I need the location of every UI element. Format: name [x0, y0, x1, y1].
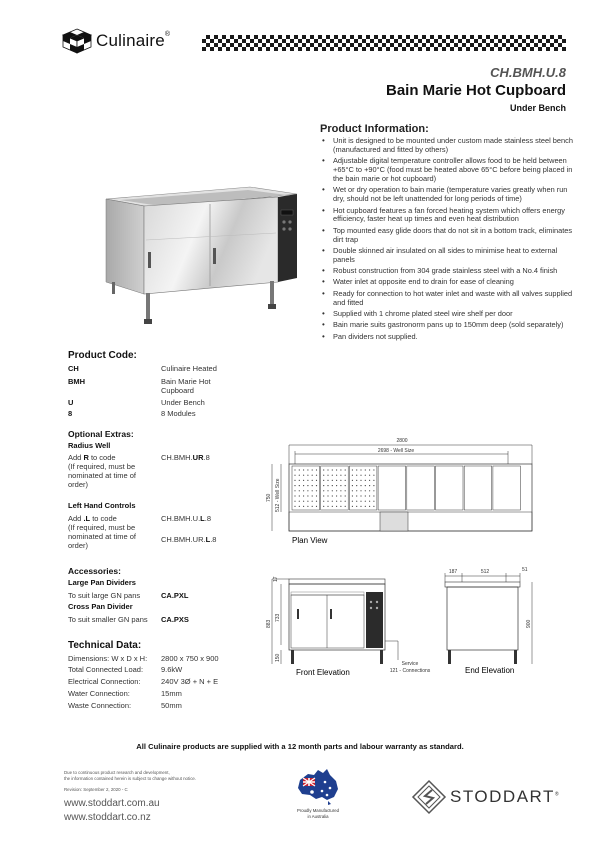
list-item: • Wet or dry operation to bain marie (temperature varies greatly when run dry, should not be left unattended for long periods of time) — [322, 186, 574, 204]
list-item: • Supplied with 1 chrome plated steel wire shelf per door — [322, 310, 574, 319]
perforation-dot — [312, 495, 313, 496]
perforation-dot — [316, 501, 317, 502]
connections-label: 121 - Connections — [389, 668, 431, 674]
perforation-dot — [369, 485, 370, 486]
perforation-dot — [316, 480, 317, 481]
perforation-dot — [327, 501, 328, 502]
perforation-dot — [307, 480, 308, 481]
product-info-heading: Product Information: — [320, 123, 429, 135]
made-in-australia: Proudly Manufactured in Australia — [296, 808, 340, 819]
stoddart-diamond-icon — [412, 780, 446, 814]
page-subtitle: Under Bench — [509, 103, 566, 113]
perforation-dot — [365, 485, 366, 486]
perforation-dot — [327, 469, 328, 470]
perforation-dot — [316, 495, 317, 496]
perforation-dot — [323, 475, 324, 476]
list-item: • Ready for connection to hot water inlet and waste with all valves supplied and fitted — [322, 290, 574, 308]
perforation-dot — [299, 506, 300, 507]
tech-label: Total Connected Load: — [68, 665, 144, 674]
perforation-dot — [299, 490, 300, 491]
perforation-dot — [340, 480, 341, 481]
perforation-dot — [303, 485, 304, 486]
tech-value: 50mm — [161, 701, 182, 710]
perforation-dot — [360, 490, 361, 491]
perforation-dot — [373, 480, 374, 481]
perforation-dot — [356, 501, 357, 502]
perforation-dot — [336, 501, 337, 502]
perforation-dot — [369, 506, 370, 507]
perforation-dot — [365, 475, 366, 476]
perforation-dot — [307, 501, 308, 502]
perforation-dot — [336, 506, 337, 507]
perforation-dot — [365, 495, 366, 496]
perforation-dot — [327, 495, 328, 496]
product-code-key: U — [68, 398, 74, 407]
dim-883: 883 — [266, 619, 272, 628]
perforation-dot — [360, 506, 361, 507]
perforation-dot — [345, 475, 346, 476]
perforation-dot — [299, 480, 300, 481]
perforation-dot — [307, 475, 308, 476]
perforation-dot — [332, 469, 333, 470]
perforation-dot — [294, 480, 295, 481]
end-elevation-drawing — [445, 582, 520, 664]
perforation-dot — [340, 495, 341, 496]
perforation-dot — [299, 501, 300, 502]
dim-750: 750 — [266, 493, 272, 502]
list-item: • Double skinned air insulated on all sides to minimise heat to external panels — [322, 247, 574, 265]
plan-module — [407, 466, 435, 510]
dim-900: 900 — [526, 619, 532, 628]
perforation-dot — [373, 469, 374, 470]
perforation-dot — [369, 501, 370, 502]
perforation-dot — [340, 490, 341, 491]
perforation-dot — [352, 475, 353, 476]
perforation-dot — [360, 480, 361, 481]
perforation-dot — [345, 490, 346, 491]
perforation-dot — [336, 490, 337, 491]
perforation-dot — [299, 495, 300, 496]
brand-name: Culinaire® — [96, 31, 171, 50]
perforation-dot — [340, 469, 341, 470]
product-code-desc: Bain Marie Hot Cupboard — [161, 377, 211, 395]
perforation-dot — [365, 506, 366, 507]
perforation-dot — [369, 480, 370, 481]
perforation-dot — [299, 485, 300, 486]
product-info-list — [322, 137, 574, 344]
perforation-dot — [336, 480, 337, 481]
checker-stripe — [202, 35, 566, 51]
cross-divider-code: CA.PXS — [161, 615, 189, 624]
perforation-dot — [323, 480, 324, 481]
perforation-dot — [323, 495, 324, 496]
perforation-dot — [365, 501, 366, 502]
perforation-dot — [352, 480, 353, 481]
plan-modules — [292, 466, 520, 510]
perforation-dot — [303, 501, 304, 502]
perforation-dot — [332, 485, 333, 486]
perforation-dot — [369, 495, 370, 496]
perforation-dot — [323, 490, 324, 491]
perforation-dot — [360, 501, 361, 502]
list-item: • Top mounted easy glide doors that do not sit in a bottom track, eliminates dirt trap — [322, 227, 574, 245]
perforation-dot — [312, 506, 313, 507]
dim-512-well: 512 - Well Size — [275, 478, 281, 512]
tech-label: Waste Connection: — [68, 701, 132, 710]
perforation-dot — [356, 490, 357, 491]
tech-value: 9.6kW — [161, 665, 183, 674]
tech-value: 240V 3Ø + N + E — [161, 677, 219, 686]
list-item: • Robust construction from 304 grade stainless steel with a No.4 finish — [322, 267, 574, 276]
perforation-dot — [373, 485, 374, 486]
disclaimer: Due to continuous product research and development, the information contained herein is subject to change without notice. — [64, 770, 197, 781]
perforation-dot — [294, 485, 295, 486]
perforation-dot — [336, 485, 337, 486]
perforation-dot — [316, 485, 317, 486]
product-code-desc: 8 Modules — [161, 409, 196, 418]
perforation-dot — [360, 495, 361, 496]
perforation-dot — [316, 506, 317, 507]
perforation-dot — [323, 506, 324, 507]
perforation-dot — [327, 475, 328, 476]
dim-2698: 2698 - Well Size — [377, 448, 415, 454]
model-code: CH.BMH.U.8 — [490, 65, 566, 80]
checker-cube-icon — [62, 28, 92, 54]
left-code-1: CH.BMH.U.L.8 — [161, 514, 212, 523]
radius-code: CH.BMH.UR.8 — [161, 453, 210, 462]
perforation-dot — [369, 475, 370, 476]
stoddart-logo — [412, 780, 560, 814]
perforation-dot — [340, 501, 341, 502]
perforation-dot — [323, 501, 324, 502]
perforation-dot — [303, 490, 304, 491]
dim-512: 512 — [480, 569, 490, 575]
product-code-desc: Under Bench — [161, 398, 205, 407]
perforation-dot — [332, 506, 333, 507]
radius-note: (If required, must be nominated at time of order) — [68, 462, 136, 489]
list-item: • Water inlet at opposite end to drain for ease of cleaning — [322, 278, 574, 287]
perforation-dot — [327, 485, 328, 486]
technical-drawings — [268, 432, 580, 682]
large-dividers-heading: Large Pan Dividers — [68, 578, 136, 587]
perforation-dot — [352, 485, 353, 486]
plan-module — [436, 466, 464, 510]
optional-extras-heading: Optional Extras: — [68, 429, 134, 439]
dim-51: 51 — [522, 567, 528, 573]
front-elevation-label: Front Elevation — [296, 668, 350, 677]
tech-label: Dimensions: W x D x H: — [68, 654, 148, 663]
perforation-dot — [352, 506, 353, 507]
left-code-2: CH.BMH.UR.L.8 — [161, 535, 217, 544]
perforation-dot — [356, 506, 357, 507]
perforation-dot — [373, 490, 374, 491]
large-dividers-text: To suit large GN pans — [68, 591, 141, 600]
perforation-dot — [336, 495, 337, 496]
australia-map-icon — [294, 766, 342, 806]
perforation-dot — [345, 485, 346, 486]
perforation-dot — [294, 469, 295, 470]
dim-2800: 2800 — [396, 438, 408, 444]
perforation-dot — [303, 495, 304, 496]
perforation-dot — [327, 506, 328, 507]
product-code-key: CH — [68, 364, 79, 373]
stoddart-name: STODDART® — [450, 787, 561, 806]
plan-module — [321, 466, 349, 510]
dim-187: 187 — [448, 569, 458, 575]
plan-module — [378, 466, 406, 510]
perforation-dot — [336, 469, 337, 470]
perforation-dot — [323, 469, 324, 470]
perforation-dot — [352, 495, 353, 496]
large-dividers-code: CA.PXL — [161, 591, 189, 600]
perforation-dot — [312, 490, 313, 491]
perforation-dot — [340, 485, 341, 486]
perforation-dot — [373, 506, 374, 507]
dim-150: 150 — [275, 653, 281, 662]
end-elevation-label: End Elevation — [465, 666, 515, 675]
left-controls-heading: Left Hand Controls — [68, 501, 136, 510]
front-elevation-drawing — [289, 579, 398, 664]
perforation-dot — [332, 501, 333, 502]
perforation-dot — [294, 501, 295, 502]
cross-divider-heading: Cross Pan Divider — [68, 602, 133, 611]
radius-well-heading: Radius Well — [68, 441, 111, 450]
product-code-key: 8 — [68, 409, 73, 418]
left-note: (If required, must be nominated at time of order) — [68, 523, 136, 550]
perforation-dot — [303, 469, 304, 470]
perforation-dot — [369, 469, 370, 470]
perforation-dot — [332, 495, 333, 496]
accessories-heading: Accessories: — [68, 566, 121, 576]
list-item: • Adjustable digital temperature controller allows food to be held between +65°C to +90°C (food must be heated above 65°C before being placed in the bain marie or hot cupboard) — [322, 157, 574, 184]
perforation-dot — [327, 490, 328, 491]
perforation-dot — [316, 469, 317, 470]
perforation-dot — [327, 480, 328, 481]
product-code-key: BMH — [68, 377, 86, 386]
perforation-dot — [294, 495, 295, 496]
perforation-dot — [316, 475, 317, 476]
perforation-dot — [345, 480, 346, 481]
perforation-dot — [312, 501, 313, 502]
perforation-dot — [356, 485, 357, 486]
perforation-dot — [360, 485, 361, 486]
perforation-dot — [356, 469, 357, 470]
perforation-dot — [294, 506, 295, 507]
website-au-link[interactable]: www.stoddart.com.au — [64, 798, 160, 809]
tech-value: 15mm — [161, 689, 182, 698]
perforation-dot — [352, 469, 353, 470]
warranty-text: All Culinaire products are supplied with a 12 month parts and labour warranty as standard. — [136, 742, 464, 751]
perforation-dot — [316, 490, 317, 491]
plan-module — [349, 466, 377, 510]
perforation-dot — [294, 475, 295, 476]
plan-module — [292, 466, 320, 510]
list-item: • Hot cupboard features a fan forced heating system which offers energy efficiency, faster heat up times and even heat distribution — [322, 207, 574, 225]
perforation-dot — [307, 506, 308, 507]
perforation-dot — [360, 475, 361, 476]
perforation-dot — [307, 485, 308, 486]
perforation-dot — [312, 480, 313, 481]
perforation-dot — [312, 485, 313, 486]
perforation-dot — [340, 506, 341, 507]
perforation-dot — [373, 475, 374, 476]
perforation-dot — [312, 469, 313, 470]
perforation-dot — [365, 490, 366, 491]
perforation-dot — [332, 490, 333, 491]
perforation-dot — [323, 485, 324, 486]
perforation-dot — [299, 475, 300, 476]
list-item: • Unit is designed to be mounted under custom made stainless steel bench (manufactured and fitted by others) — [322, 137, 574, 155]
perforation-dot — [373, 495, 374, 496]
list-item: • Pan dividers not supplied. — [322, 333, 574, 342]
perforation-dot — [365, 480, 366, 481]
plan-module — [493, 466, 521, 510]
product-code-heading: Product Code: — [68, 350, 137, 361]
cross-divider-text: To suit smaller GN pans — [68, 615, 148, 624]
perforation-dot — [312, 475, 313, 476]
perforation-dot — [345, 495, 346, 496]
perforation-dot — [307, 469, 308, 470]
plan-view-drawing — [289, 464, 532, 531]
left-instruction: Add .L to code — [68, 514, 117, 523]
perforation-dot — [332, 475, 333, 476]
service-label: Service — [401, 661, 419, 667]
perforation-dot — [299, 469, 300, 470]
perforation-dot — [307, 490, 308, 491]
tech-value: 2800 x 750 x 900 — [161, 654, 219, 663]
product-image — [100, 182, 300, 327]
perforation-dot — [365, 469, 366, 470]
perforation-dot — [352, 501, 353, 502]
plan-module — [464, 466, 492, 510]
perforation-dot — [336, 475, 337, 476]
radius-instruction: Add R to code — [68, 453, 116, 462]
perforation-dot — [356, 475, 357, 476]
dim-733: 733 — [275, 613, 281, 622]
tech-label: Electrical Connection: — [68, 677, 141, 686]
perforation-dot — [345, 469, 346, 470]
perforation-dot — [356, 480, 357, 481]
culinaire-logo — [62, 28, 170, 54]
perforation-dot — [345, 501, 346, 502]
website-nz-link[interactable]: www.stoddart.co.nz — [64, 812, 151, 823]
perforation-dot — [332, 480, 333, 481]
list-item: • Bain marie suits gastronorm pans up to 150mm deep (sold separately) — [322, 321, 574, 330]
technical-data-heading: Technical Data: — [68, 640, 142, 651]
perforation-dot — [303, 475, 304, 476]
perforation-dot — [307, 495, 308, 496]
product-code-desc: Culinaire Heated — [161, 364, 217, 373]
perforation-dot — [303, 506, 304, 507]
dim-17: 17 — [273, 576, 279, 582]
perforation-dot — [352, 490, 353, 491]
page-title: Bain Marie Hot Cupboard — [385, 82, 566, 99]
perforation-dot — [369, 490, 370, 491]
revision-text: Revision: September 2, 2020 - C — [64, 787, 128, 792]
perforation-dot — [294, 490, 295, 491]
perforation-dot — [373, 501, 374, 502]
plan-view-label: Plan View — [292, 536, 328, 545]
tech-label: Water Connection: — [68, 689, 130, 698]
perforation-dot — [360, 469, 361, 470]
perforation-dot — [356, 495, 357, 496]
perforation-dot — [345, 506, 346, 507]
perforation-dot — [340, 475, 341, 476]
perforation-dot — [303, 480, 304, 481]
